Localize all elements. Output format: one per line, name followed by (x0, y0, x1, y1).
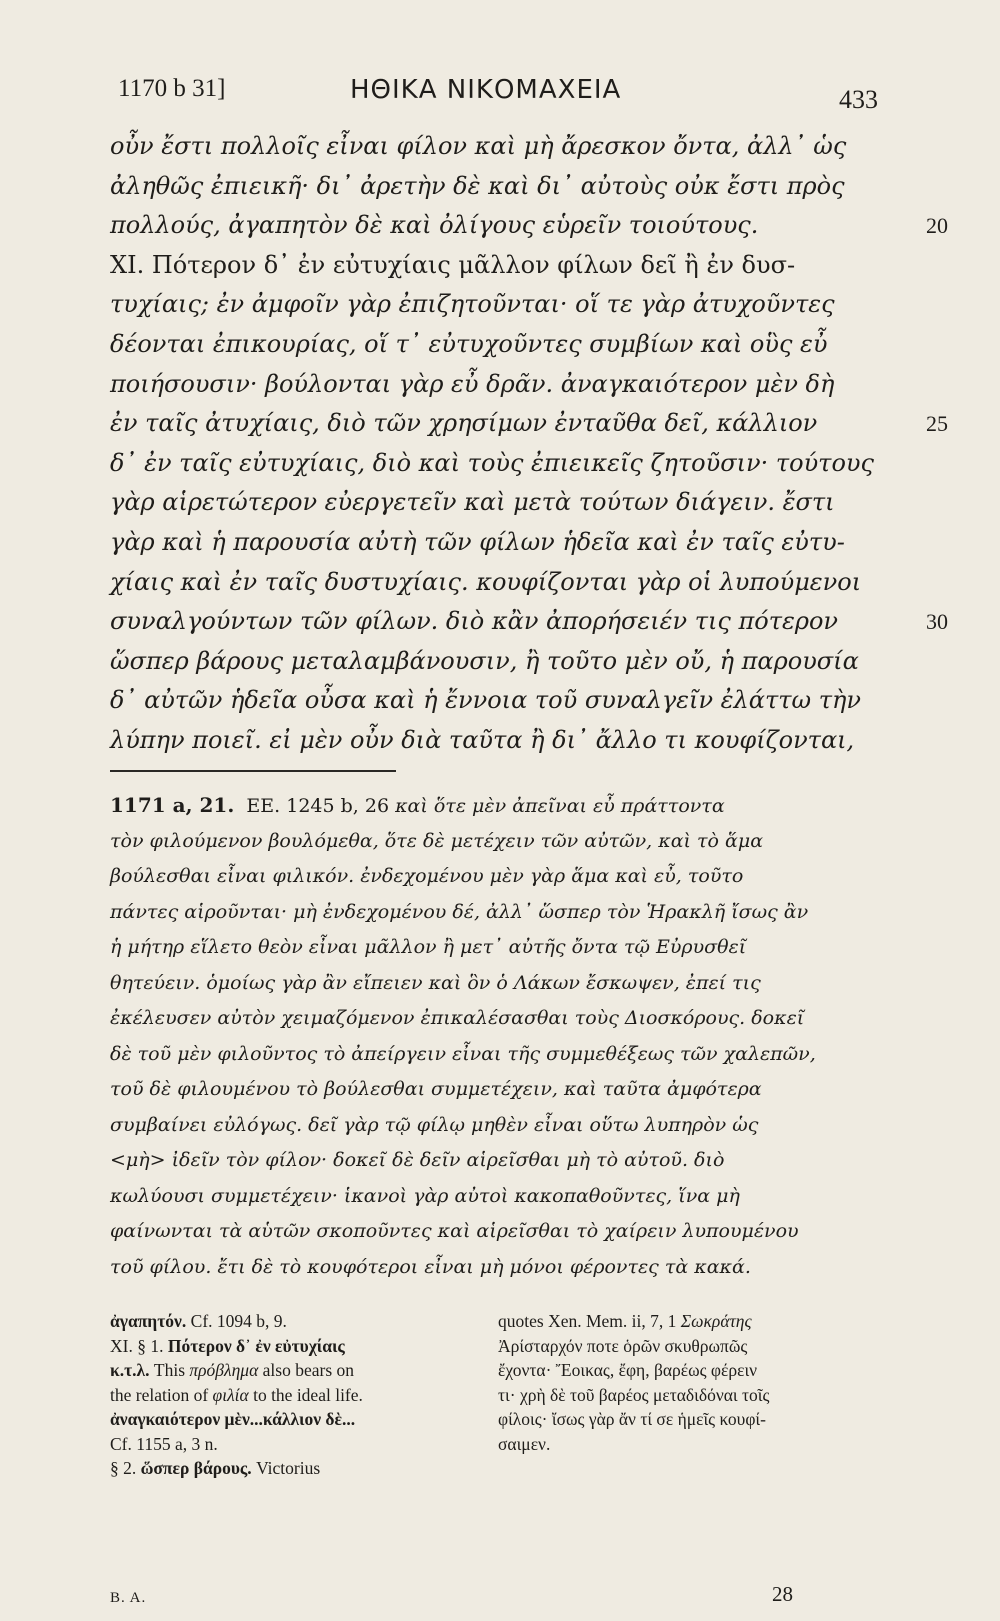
commentary-line: κωλύουσι συμμετέχειν· ἱκανοὶ γὰρ αὐτοὶ κακοπαθοῦντες, ἵνα μὴ (110, 1184, 740, 1207)
note-line: κ.τ.λ. This πρόβλημα also bears on (110, 1360, 355, 1380)
note-lemma: ἀναγκαιότερον μὲν...κάλλιον δὲ... (110, 1409, 356, 1429)
commentary-line: ἐκέλευσεν αὐτὸν χειμαζόμενον ἐπικαλέσασθαι τοὺς Διοσκόρους. δοκεῖ (110, 1007, 805, 1029)
text-line: συναλγούντων τῶν φίλων. διὸ κἂν ἀπορήσειέν τις πότερον 30 (110, 602, 880, 642)
section-label: § 2. (110, 1458, 137, 1478)
commentary-line: συμβαίνει εὐλόγως. δεῖ γὰρ τῷ φίλῳ μηθὲν εἶναι οὕτω λυπηρὸν ὡς (110, 1113, 759, 1136)
main-greek-text (110, 127, 948, 761)
commentary-line: πάντες αἱροῦνται· μὴ ἐνδεχομένου δέ, ἀλλ᾽ ὥσπερ τὸν Ἡρακλῆ ἴσως ἂν (110, 900, 809, 923)
note-line: Ἀρίσταρχόν ποτε ὁρῶν σκυθρωπῶς (498, 1335, 748, 1356)
note-line (110, 1407, 470, 1432)
note-line: the relation of φιλία to the ideal life. (110, 1384, 363, 1405)
note-lemma: ἀγαπητόν. (110, 1311, 187, 1331)
commentary-line: τοῦ δὲ φιλουμένου τὸ βούλεσθαι συμμετέχειν, καὶ ταῦτα ἀμφότερα (110, 1078, 762, 1100)
commentary-line: τὸν φιλούμενον βουλόμεθα, ὅτε δὲ μετέχειν τῶν αὐτῶν, καὶ τὸ ἅμα (110, 829, 764, 852)
text-line: ποιήσουσιν· βούλονται γὰρ εὖ δρᾶν. ἀναγκαιότερον μὲν δὴ (110, 369, 835, 398)
commentary-line: ἡ μήτηρ εἵλετο θεὸν εἶναι μᾶλλον ἢ μετ᾽ αὐτῆς ὄντα τῷ Εὐρυσθεῖ (110, 936, 747, 958)
line-number: 25 (926, 411, 948, 437)
note-line: § 2. ὥσπερ βάρους. Victorius (110, 1458, 321, 1478)
text-line: γὰρ αἱρετώτερον εὐεργετεῖν καὶ μετὰ τούτων διάγειν. ἔστι (110, 488, 835, 517)
text-line: δ᾽ αὐτῶν ἡδεῖα οὖσα καὶ ἡ ἔννοια τοῦ συναλγεῖν ἐλάττω τὴν (110, 686, 861, 715)
text-line: οὖν ἔστι πολλοῖς εἶναι φίλον καὶ μὴ ἄρεσκον ὄντα, ἀλλ᾽ ὡς (110, 132, 847, 160)
note-line: Cf. 1155 a, 3 n. (110, 1433, 218, 1454)
note-line: ἔχοντα· Ἔοικας, ἔφη, βαρέως φέρειν (498, 1360, 758, 1380)
sheet-number: 28 (772, 1582, 793, 1606)
text-line: πολλούς, ἀγαπητὸν δὲ καὶ ὀλίγους εὑρεῖν τοιούτους. 20 (110, 206, 880, 246)
commentary-line: 1171 a, 21. EE. 1245 b, 26 καὶ ὅτε μὲν ἀπεῖναι εὖ πράττοντα (110, 793, 725, 817)
page-number: 433 (839, 85, 878, 114)
text-line: δ᾽ ἐν ταῖς εὐτυχίαις, διὸ καὶ τοὺς ἐπιεικεῖς ζητοῦσιν· τούτους (110, 448, 874, 477)
text-line: τυχίαις; ἐν ἀμφοῖν γὰρ ἐπιζητοῦνται· οἵ τε γὰρ ἀτυχοῦντες (110, 290, 835, 319)
note-line (110, 1334, 470, 1359)
note-line: τι· χρὴ δὲ τοῦ βαρέος μεταδιδόναι τοῖς (498, 1384, 770, 1405)
header-title: ΗΘΙΚΑ ΝΙΚΟΜΑΧΕΙΑ (350, 75, 622, 105)
note-line: φίλοις· ἴσως γὰρ ἄν τί σε ἡμεῖς κουφί- (498, 1409, 766, 1429)
text-line: ὥσπερ βάρους μεταλαμβάνουσιν, ἢ τοῦτο μὲν οὔ, ἡ παρουσία (110, 646, 859, 675)
text-line: ἐν ταῖς ἀτυχίαις, διὸ τῶν χρησίμων ἐνταῦθα δεῖ, κάλλιον 25 (110, 404, 880, 444)
footnotes-left-column (110, 1309, 470, 1481)
line-number: 30 (926, 609, 948, 635)
note-line: quotes Xen. Mem. ii, 7, 1 Σωκράτης (498, 1311, 752, 1331)
text-line: λύπην ποιεῖ. εἰ μὲν οὖν διὰ ταῦτα ἢ δι᾽ ἄλλο τι κουφίζονται, (110, 725, 855, 754)
commentary-line: <μὴ> ἰδεῖν τὸν φίλον· δοκεῖ δὲ δεῖν αἱρεῖσθαι μὴ τὸ αὐτοῦ. διὸ (110, 1149, 725, 1171)
commentary-line: φαίνωνται τὰ αὑτῶν σκοποῦντες καὶ αἱρεῖσθαι τὸ χαίρειν λυπουμένου (110, 1220, 799, 1242)
line-number: 20 (926, 213, 948, 239)
commentary-line: δὲ τοῦ μὲν φιλοῦντος τὸ ἀπείργειν εἶναι τῆς συμμεθέξεως τῶν χαλεπῶν, (110, 1042, 816, 1065)
section-label: XI. § 1. (110, 1335, 164, 1356)
note-line: σαιμεν. (498, 1433, 551, 1454)
commentary-line: θητεύειν. ὁμοίως γὰρ ἂν εἴπειεν καὶ ὃν ὁ Λάκων ἔσκωψεν, ἐπεί τις (110, 971, 761, 994)
commentary-block (110, 788, 880, 1285)
text-line: ἀληθῶς ἐπιεικῆ· δι᾽ ἀρετὴν δὲ καὶ δι᾽ αὐτοὺς οὐκ ἔστι πρὸς (110, 171, 845, 200)
footnotes-right-column (498, 1309, 878, 1456)
commentary-line: βούλεσθαι εἶναι φιλικόν. ἐνδεχομένου μὲν γὰρ ἅμα καὶ εὖ, τοῦτο (110, 865, 744, 887)
note-line: ἀγαπητόν. Cf. 1094 b, 9. (110, 1311, 287, 1331)
text-line: δέονται ἐπικουρίας, οἵ τ᾽ εὐτυχοῦντες συμβίων καὶ οὓς εὖ (110, 329, 828, 358)
commentary-line: τοῦ φίλου. ἔτι δὲ τὸ κουφότεροι εἶναι μὴ μόνοι φέροντες τὰ κακά. (110, 1255, 751, 1278)
text-line: γὰρ καὶ ἡ παρουσία αὐτὴ τῶν φίλων ἡδεῖα καὶ ἐν ταῖς εὐτυ- (110, 527, 845, 556)
section-divider (110, 770, 396, 772)
signature-mark: B. A. (110, 1590, 147, 1606)
text-line: χίαις καὶ ἐν ταῖς δυστυχίαις. κουφίζονται γὰρ οἱ λυπούμενοι (110, 567, 862, 596)
commentary-reference: EE. 1245 b, 26 (246, 795, 390, 817)
header-reference: 1170 b 31] (118, 75, 226, 102)
note-lemma: Πότερον δ᾽ ἐν εὐτυχίαις (167, 1335, 345, 1356)
running-head (118, 75, 878, 115)
text-line: XI. Πότερον δ᾽ ἐν εὐτυχίαις μᾶλλον φίλων δεῖ ἢ ἐν δυσ- (110, 250, 796, 279)
note-lemma: ὥσπερ βάρους. (140, 1458, 252, 1478)
commentary-lemma: 1171 a, 21. (110, 793, 235, 817)
